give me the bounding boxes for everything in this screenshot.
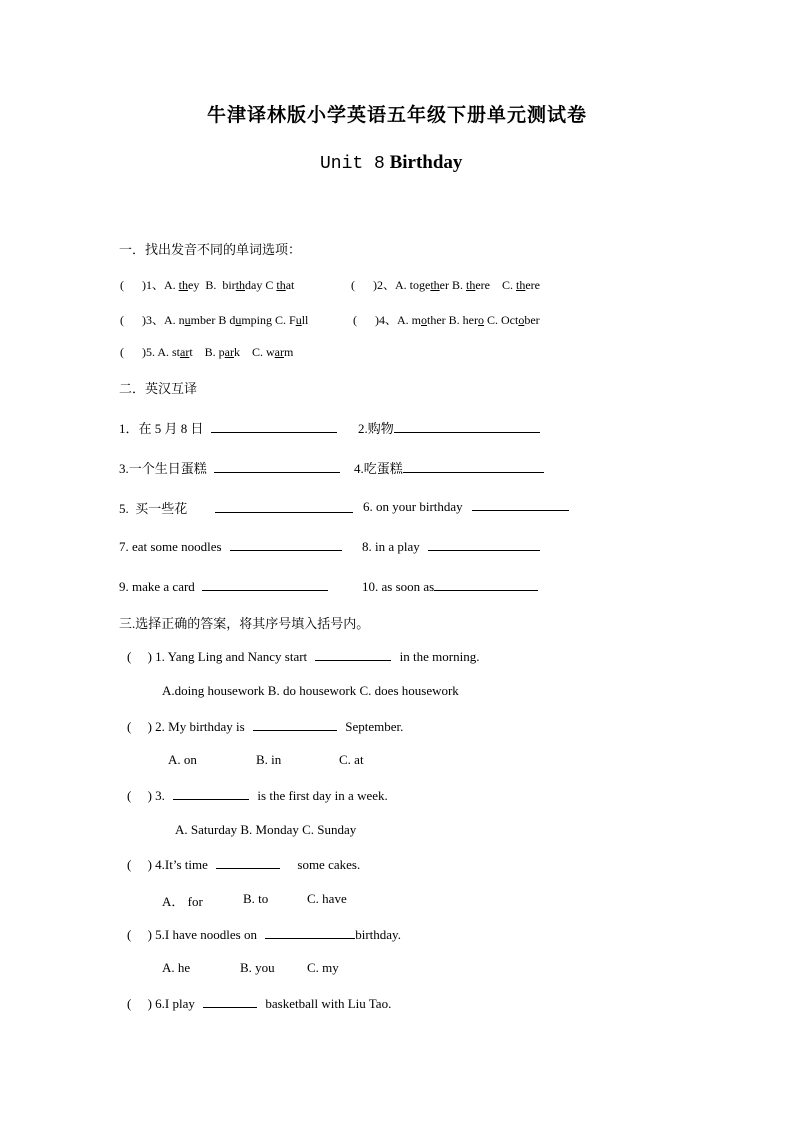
phonics-question-5: ( )5. A. start B. park C. warm — [120, 345, 294, 359]
answer-blank[interactable] — [203, 995, 257, 1008]
unit-name: Birthday — [389, 152, 463, 173]
section1-heading: 一．找出发音不同的单词选项： — [119, 242, 302, 257]
answer-blank[interactable] — [394, 420, 540, 433]
section3-heading: 三.选择正确的答案，将其序号填入括号内。 — [119, 616, 370, 631]
choice-option-5c: C. my — [307, 960, 339, 975]
answer-blank[interactable] — [215, 500, 353, 513]
answer-blank[interactable] — [315, 648, 391, 661]
choice-question-2: ( ) 2. My birthday is September. — [127, 719, 404, 734]
choice-option-2b: B. in — [256, 752, 282, 767]
choice-question-6: ( ) 6.I play basketball with Liu Tao. — [127, 996, 392, 1011]
unit-label: Unit 8 — [320, 154, 385, 174]
answer-blank[interactable] — [253, 718, 337, 731]
translation-item-2: 2.购物 — [358, 418, 540, 437]
answer-blank[interactable] — [173, 787, 249, 800]
choice-question-1: ( ) 1. Yang Ling and Nancy start in the morning. — [127, 649, 480, 664]
choice-question-5: ( ) 5.I have noodles on birthday. — [127, 927, 401, 942]
choice-options-3: A. Saturday B. Monday C. Sunday — [175, 822, 357, 837]
choice-question-4: ( ) 4.It’s time some cakes. — [127, 857, 361, 872]
phonics-question-4: ( )4、A. mother B. hero C. October — [353, 313, 540, 327]
choice-option-5b: B. you — [240, 960, 275, 975]
answer-blank[interactable] — [230, 538, 342, 551]
answer-blank[interactable] — [428, 538, 540, 551]
answer-blank[interactable] — [216, 856, 280, 869]
translation-item-10: 10. as soon as — [362, 578, 538, 595]
answer-blank[interactable] — [472, 498, 569, 511]
translation-item-8: 8. in a play — [362, 538, 540, 555]
translation-item-7: 7. eat some noodles — [119, 538, 342, 555]
choice-option-5a: A. he — [162, 960, 191, 975]
answer-blank[interactable] — [202, 578, 328, 591]
translation-item-4: 4.吃蛋糕 — [354, 458, 544, 477]
phonics-question-3: ( )3、A. number B dumping C. Full — [120, 313, 309, 327]
answer-blank[interactable] — [265, 926, 355, 939]
answer-blank[interactable] — [211, 420, 337, 433]
choice-option-2c: C. at — [339, 752, 364, 767]
choice-question-3: ( ) 3. is the first day in a week. — [127, 788, 388, 803]
choice-option-4b: B. to — [243, 891, 269, 906]
translation-item-3: 3.一个生日蛋糕 — [119, 458, 340, 477]
page-title: 牛津译林版小学英语五年级下册单元测试卷 — [207, 105, 588, 126]
choice-options-1: A.doing housework B. do housework C. does housework — [162, 683, 459, 698]
choice-option-4c: C. have — [307, 891, 347, 906]
choice-option-4a: A． for — [162, 894, 203, 909]
section2-heading: 二．英汉互译 — [119, 381, 198, 396]
phonics-question-1: ( )1、A. they B. birthday C that — [120, 278, 295, 292]
translation-item-9: 9. make a card — [119, 578, 328, 595]
unit-subtitle — [320, 152, 462, 174]
choice-option-2a: A. on — [168, 752, 197, 767]
answer-blank[interactable] — [434, 578, 538, 591]
phonics-question-2: ( )2、A. together B. there C. there — [351, 278, 540, 292]
answer-blank[interactable] — [403, 460, 544, 473]
translation-item-6: 6. on your birthday — [363, 498, 569, 515]
translation-item-1: 1．在 5 月 8 日 — [119, 418, 337, 437]
translation-item-5: 5. 买一些花 — [119, 498, 353, 517]
answer-blank[interactable] — [214, 460, 340, 473]
